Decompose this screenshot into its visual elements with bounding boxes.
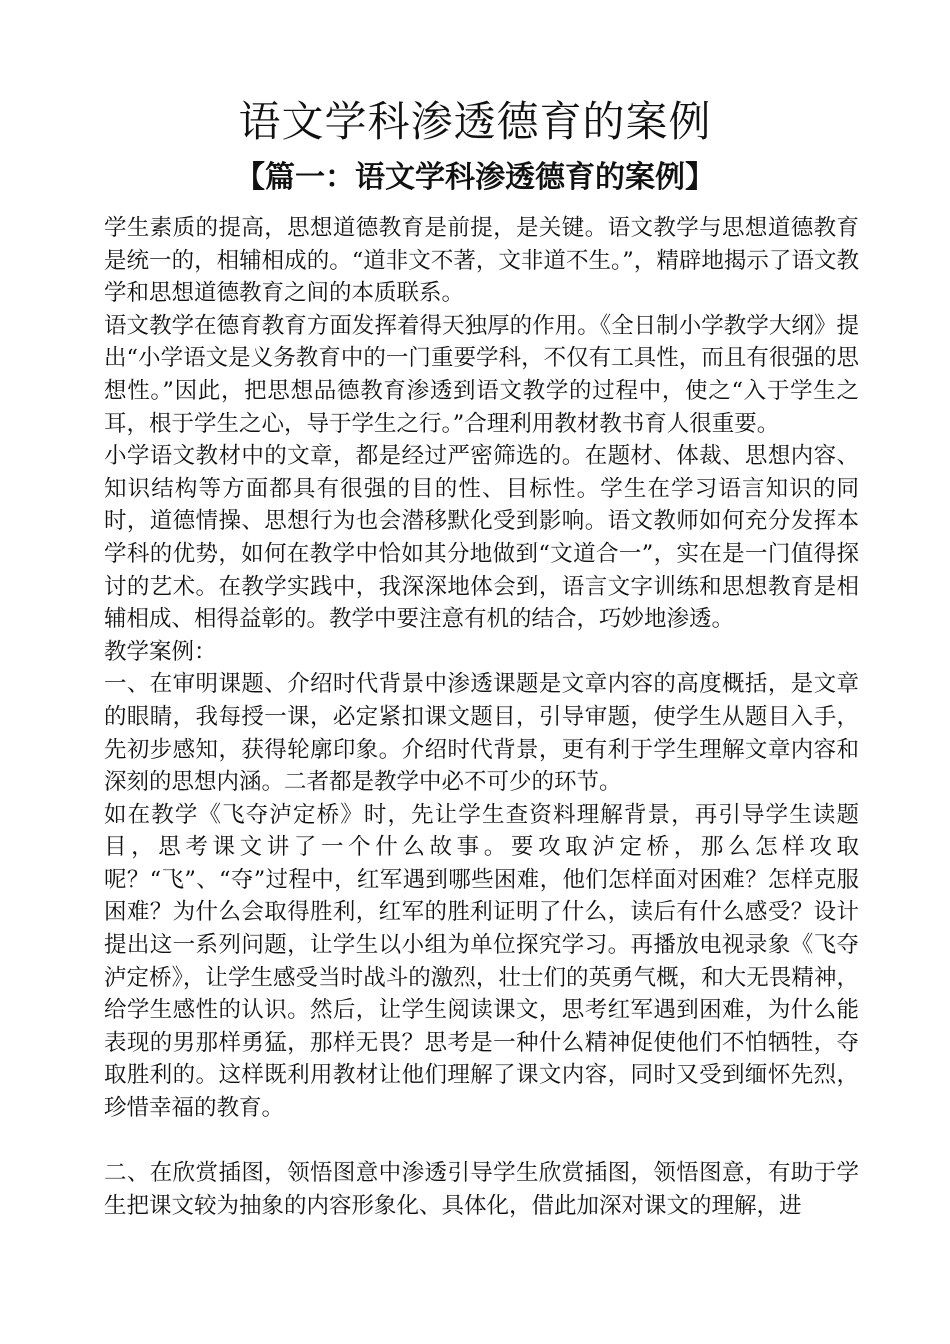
- document-title: 语文学科渗透德育的案例: [238, 97, 712, 146]
- paragraph: 如在教学《飞夺泸定桥》时，先让学生查资料理解背景，再引导学生读题目，思考课文讲了一个什么故事。要攻取泸定桥，那么怎样攻取呢？“飞”、“夺”过程中，红军遇到哪些困难，他们怎样面对困难？怎样克服困难？为什么会取得胜利，红军的胜利证明了什么，读后有什么感受？设计提出这一系列问题，让学生以小组为单位探究学习。再播放电视录象《飞夺泸定桥》，让学生感受当时战斗的激烈，壮士们的英勇气概，和大无畏精神，给学生感性的认识。然后，让学生阅读课文，思考红军遇到困难，为什么能表现的男那样勇猛，那样无畏？思考是一种什么精神促使他们不怕牺牲，夺取胜利的。这样既利用教材让他们理解了课文内容，同时又受到缅怀先烈，珍惜幸福的教育。: [104, 801, 859, 1122]
- paragraph-spacer: [104, 1125, 859, 1158]
- document-subtitle: 【篇一：语文学科渗透德育的案例】: [235, 160, 715, 195]
- paragraph: 二、在欣赏插图，领悟图意中渗透引导学生欣赏插图，领悟图意，有助于学生把课文较为抽象的内容形象化、具体化，借此加深对课文的理解，进: [104, 1160, 859, 1219]
- paragraph: 教学案例：: [104, 638, 217, 665]
- document-body: [104, 212, 859, 1222]
- paragraph: 一、在审明课题、介绍时代背景中渗透课题是文章内容的高度概括，是文章的眼睛，我每授一课，必定紧扣课文题目，引导审题，使学生从题目入手，先初步感知，获得轮廓印象。介绍时代背景，更有利于学生理解文章内容和深刻的思想内涵。二者都是教学中必不可少的环节。: [104, 671, 859, 796]
- paragraph: 语文教学在德育教育方面发挥着得天独厚的作用。《全日制小学教学大纲》提出“小学语文是义务教育中的一门重要学科，不仅有工具性，而且有很强的思想性。”因此，把思想品德教育渗透到语文教学的过程中，使之“入于学生之耳，根于学生之心，导于学生之行。”合理利用教材教书育人很重要。: [104, 312, 859, 437]
- paragraph: 小学语文教材中的文章，都是经过严密筛选的。在题材、体裁、思想内容、知识结构等方面都具有很强的目的性、目标性。学生在学习语言知识的同时，道德情操、思想行为也会潜移默化受到影响。语文教师如何充分发挥本学科的优势，如何在教学中恰如其分地做到“文道合一”，实在是一门值得探讨的艺术。在教学实践中，我深深地体会到，语言文字训练和思想教育是相辅相成、相得益彰的。教学中要注意有机的结合，巧妙地渗透。: [104, 443, 859, 633]
- paragraph: 学生素质的提高，思想道德教育是前提，是关键。语文教学与思想道德教育是统一的，相辅相成的。“道非文不著，文非道不生。”，精辟地揭示了语文教学和思想道德教育之间的本质联系。: [104, 215, 859, 307]
